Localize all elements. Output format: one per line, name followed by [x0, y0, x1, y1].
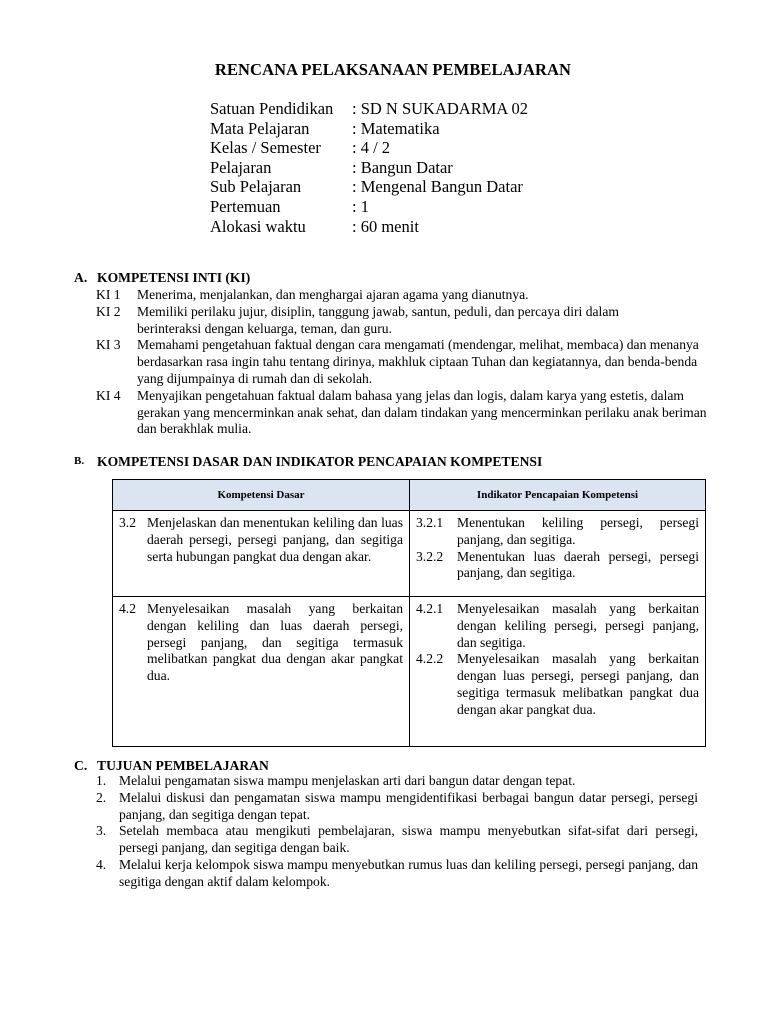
indicator-item	[416, 515, 699, 549]
indicator-number: 4.2.2	[416, 651, 444, 667]
kd-item	[119, 601, 403, 685]
kd-cell	[113, 597, 410, 747]
identity-label: Satuan Pendidikan	[210, 99, 334, 118]
ki-code: KI 2	[96, 303, 121, 319]
table-header-row	[113, 480, 706, 511]
identity-value: : Matematika	[352, 118, 440, 138]
ki-code: KI 4	[96, 387, 121, 403]
identity-value: : Bangun Datar	[352, 157, 453, 177]
list-item	[96, 773, 698, 790]
item-number: 4.	[96, 856, 107, 872]
item-number: 1.	[96, 773, 107, 788]
indicator-text: Menentukan luas daerah persegi, persegi panjang, dan segitiga.	[457, 548, 699, 581]
item-text: Melalui pengamatan siswa mampu menjelaskan arti dari bangun datar dengan tepat.	[119, 773, 576, 788]
indicator-text: Menyelesaikan masalah yang berkaitan dengan luas persegi, persegi panjang, dan segitiga termasuk melibatkan pangkat dua dengan akar pangkat dua.	[457, 651, 699, 717]
item-text: Melalui kerja kelompok siswa mampu menyebutkan rumus luas dan keliling persegi, persegi panjang, dan segitiga dengan aktif dalam kelompok.	[119, 856, 698, 889]
identity-row	[210, 119, 528, 139]
identity-label: Pertemuan	[210, 196, 281, 216]
section-title: KOMPETENSI DASAR DAN INDIKATOR PENCAPAIAN KOMPETENSI	[97, 454, 543, 469]
column-header-kd: Kompetensi Dasar	[113, 480, 410, 511]
kd-number: 3.2	[119, 515, 136, 530]
indicator-text: Menyelesaikan masalah yang berkaitan dengan keliling persegi, persegi panjang, dan segitiga.	[457, 601, 699, 650]
identity-row	[210, 138, 528, 158]
table-row	[113, 511, 706, 597]
indicator-item	[416, 651, 699, 718]
item-number: 2.	[96, 789, 107, 805]
section-title: KOMPETENSI INTI (KI)	[97, 270, 251, 285]
indicator-number: 4.2.1	[416, 601, 444, 616]
section-letter: C.	[74, 758, 88, 773]
kd-text: Menyelesaikan masalah yang berkaitan dengan keliling dan luas daerah persegi, persegi panjang, dan segitiga termasuk melibatkan pangkat dua dengan akar pangkat dua.	[147, 601, 403, 684]
indicator-number: 3.2.1	[416, 515, 444, 530]
column-header-indicator: Indikator Pencapaian Kompetensi	[410, 480, 706, 511]
identity-row	[210, 217, 528, 237]
indicator-cell	[410, 511, 706, 597]
list-item	[96, 823, 698, 857]
identity-row	[210, 197, 528, 217]
list-item	[96, 790, 698, 824]
objectives-list	[96, 773, 698, 891]
identity-row	[210, 158, 528, 178]
item-number: 3.	[96, 823, 107, 839]
ki-text: Menerima, menjalankan, dan menghargai ajaran agama yang dianutnya.	[137, 287, 529, 302]
ki-text: Memahami pengetahuan faktual dengan cara mengamati (mendengar, melihat, membaca) dan menanya berdasarkan rasa ingin tahu tentang dirinya, makhluk ciptaan Tuhan dan kegiatannya, dan benda-benda yang dijumpainya di rumah dan di sekolah.	[137, 337, 699, 386]
item-text: Melalui diskusi dan pengamatan siswa mampu mengidentifikasi berbagai bangun datar persegi, persegi panjang, dan segitiga dengan tepat.	[119, 789, 698, 822]
ki-code: KI 1	[96, 287, 121, 302]
section-letter: B.	[74, 455, 85, 467]
identity-label: Kelas / Semester	[210, 138, 321, 158]
identity-label: Alokasi waktu	[210, 216, 306, 236]
kd-item	[119, 515, 403, 565]
indicator-cell	[410, 597, 706, 747]
ki-text: Menyajikan pengetahuan faktual dalam bahasa yang jelas dan logis, dalam karya yang estetis, dalam gerakan yang mencerminkan anak sehat, dan dalam tindakan yang mencerminkan perilaku anak beriman dan berakhlak mulia.	[137, 387, 707, 437]
identity-value: : Mengenal Bangun Datar	[352, 177, 523, 197]
identity-value: : 1	[352, 196, 369, 216]
identity-value: : 60 menit	[352, 216, 419, 236]
kd-number: 4.2	[119, 601, 136, 616]
identity-value: : 4 / 2	[352, 138, 391, 158]
ki-list	[96, 287, 716, 438]
ki-item	[96, 388, 716, 438]
page-title: RENCANA PELAKSANAAN PEMBELAJARAN	[214, 60, 572, 79]
item-text: Setelah membaca atau mengikuti pembelajaran, siswa mampu menyebutkan sifat-sifat dari persegi, persegi panjang, dan segitiga dengan baik.	[119, 823, 698, 856]
ki-text: Memiliki perilaku jujur, disiplin, tanggung jawab, santun, peduli, dan percaya diri dalam berinteraksi dengan keluarga, teman, dan guru.	[137, 303, 619, 336]
section-title: TUJUAN PEMBELAJARAN	[97, 758, 269, 773]
indicator-number: 3.2.2	[416, 548, 444, 564]
ki-item	[96, 337, 716, 387]
ki-item	[96, 287, 716, 304]
kd-cell	[113, 511, 410, 597]
indicator-item	[416, 601, 699, 651]
indicator-item	[416, 549, 699, 583]
identity-value: : SD N SUKADARMA 02	[352, 99, 529, 118]
ki-item	[96, 304, 716, 338]
identity-row	[210, 99, 528, 119]
list-item	[96, 857, 698, 891]
identity-label: Sub Pelajaran	[210, 177, 302, 197]
identity-label: Pelajaran	[210, 157, 272, 177]
section-letter: A.	[74, 270, 88, 285]
competency-table	[112, 479, 706, 747]
indicator-text: Menentukan keliling persegi, persegi panjang, dan segitiga.	[457, 515, 699, 547]
identity-label: Mata Pelajaran	[210, 118, 310, 138]
ki-code: KI 3	[96, 337, 121, 353]
kd-text: Menjelaskan dan menentukan keliling dan luas daerah persegi, persegi panjang, dan segitiga serta hubungan pangkat dua dengan akar.	[147, 515, 403, 564]
identity-row	[210, 177, 528, 197]
identity-block	[210, 99, 528, 236]
table-row	[113, 597, 706, 747]
